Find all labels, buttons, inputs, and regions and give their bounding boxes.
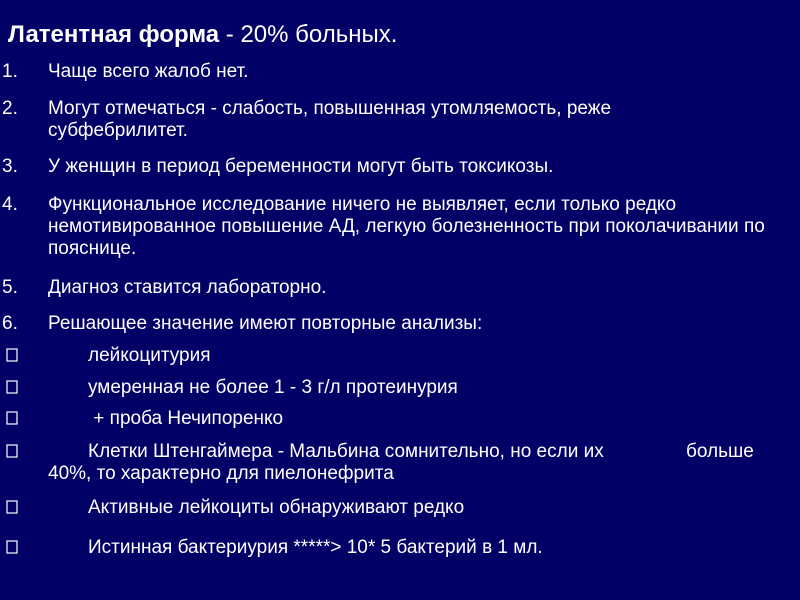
bullet-text: лейкоцитурия — [88, 345, 211, 366]
bullet-item-4 — [0, 441, 800, 491]
bullet-square-icon — [6, 540, 19, 554]
bullet-square-icon — [6, 348, 19, 362]
item-text: Диагноз ставится лабораторно. — [48, 277, 327, 298]
bullet-square-icon — [6, 411, 19, 425]
item-number: 4. — [2, 194, 18, 215]
bullet-square-icon — [6, 444, 19, 458]
item-text: У женщин в период беременности могут быть токсикозы. — [48, 156, 554, 177]
item-number: 5. — [2, 277, 18, 298]
item-text: Решающее значение имеют повторные анализы: — [48, 313, 483, 334]
item-text: Могут отмечаться - слабость, повышенная утомляемость, реже субфебрилитет. — [48, 98, 612, 141]
bullet-text-line1b: больше — [686, 441, 754, 462]
item-number: 2. — [2, 98, 18, 119]
slide-title — [8, 21, 397, 49]
title-bold: Латентная форма — [8, 21, 220, 48]
bullet-text-line1: Клетки Штенгаймера - Мальбина сомнительно, но если их — [88, 441, 604, 462]
bullet-text: умеренная не более 1 - 3 г/л протеинурия — [88, 377, 458, 398]
bullet-text-line2: 40%, то характерно для пиелонефрита — [48, 463, 394, 484]
item-number: 3. — [2, 156, 18, 177]
bullet-text: + проба Нечипоренко — [88, 408, 284, 429]
item-number: 1. — [2, 61, 18, 82]
title-rest: - 20% больных. — [219, 21, 398, 48]
bullet-text: Истинная бактериурия *****> 10* 5 бактерий в 1 мл. — [88, 537, 543, 558]
item-text: Функциональное исследование ничего не выявляет, если только редко немотивированное повышение АД, легкую болезненность при поколачивании по пояснице. — [48, 194, 765, 259]
item-number: 6. — [2, 313, 18, 334]
item-text: Чаще всего жалоб нет. — [48, 61, 249, 82]
bullet-square-icon — [6, 500, 19, 514]
bullet-text: Активные лейкоциты обнаруживают редко — [88, 497, 465, 518]
bullet-square-icon — [6, 380, 19, 394]
